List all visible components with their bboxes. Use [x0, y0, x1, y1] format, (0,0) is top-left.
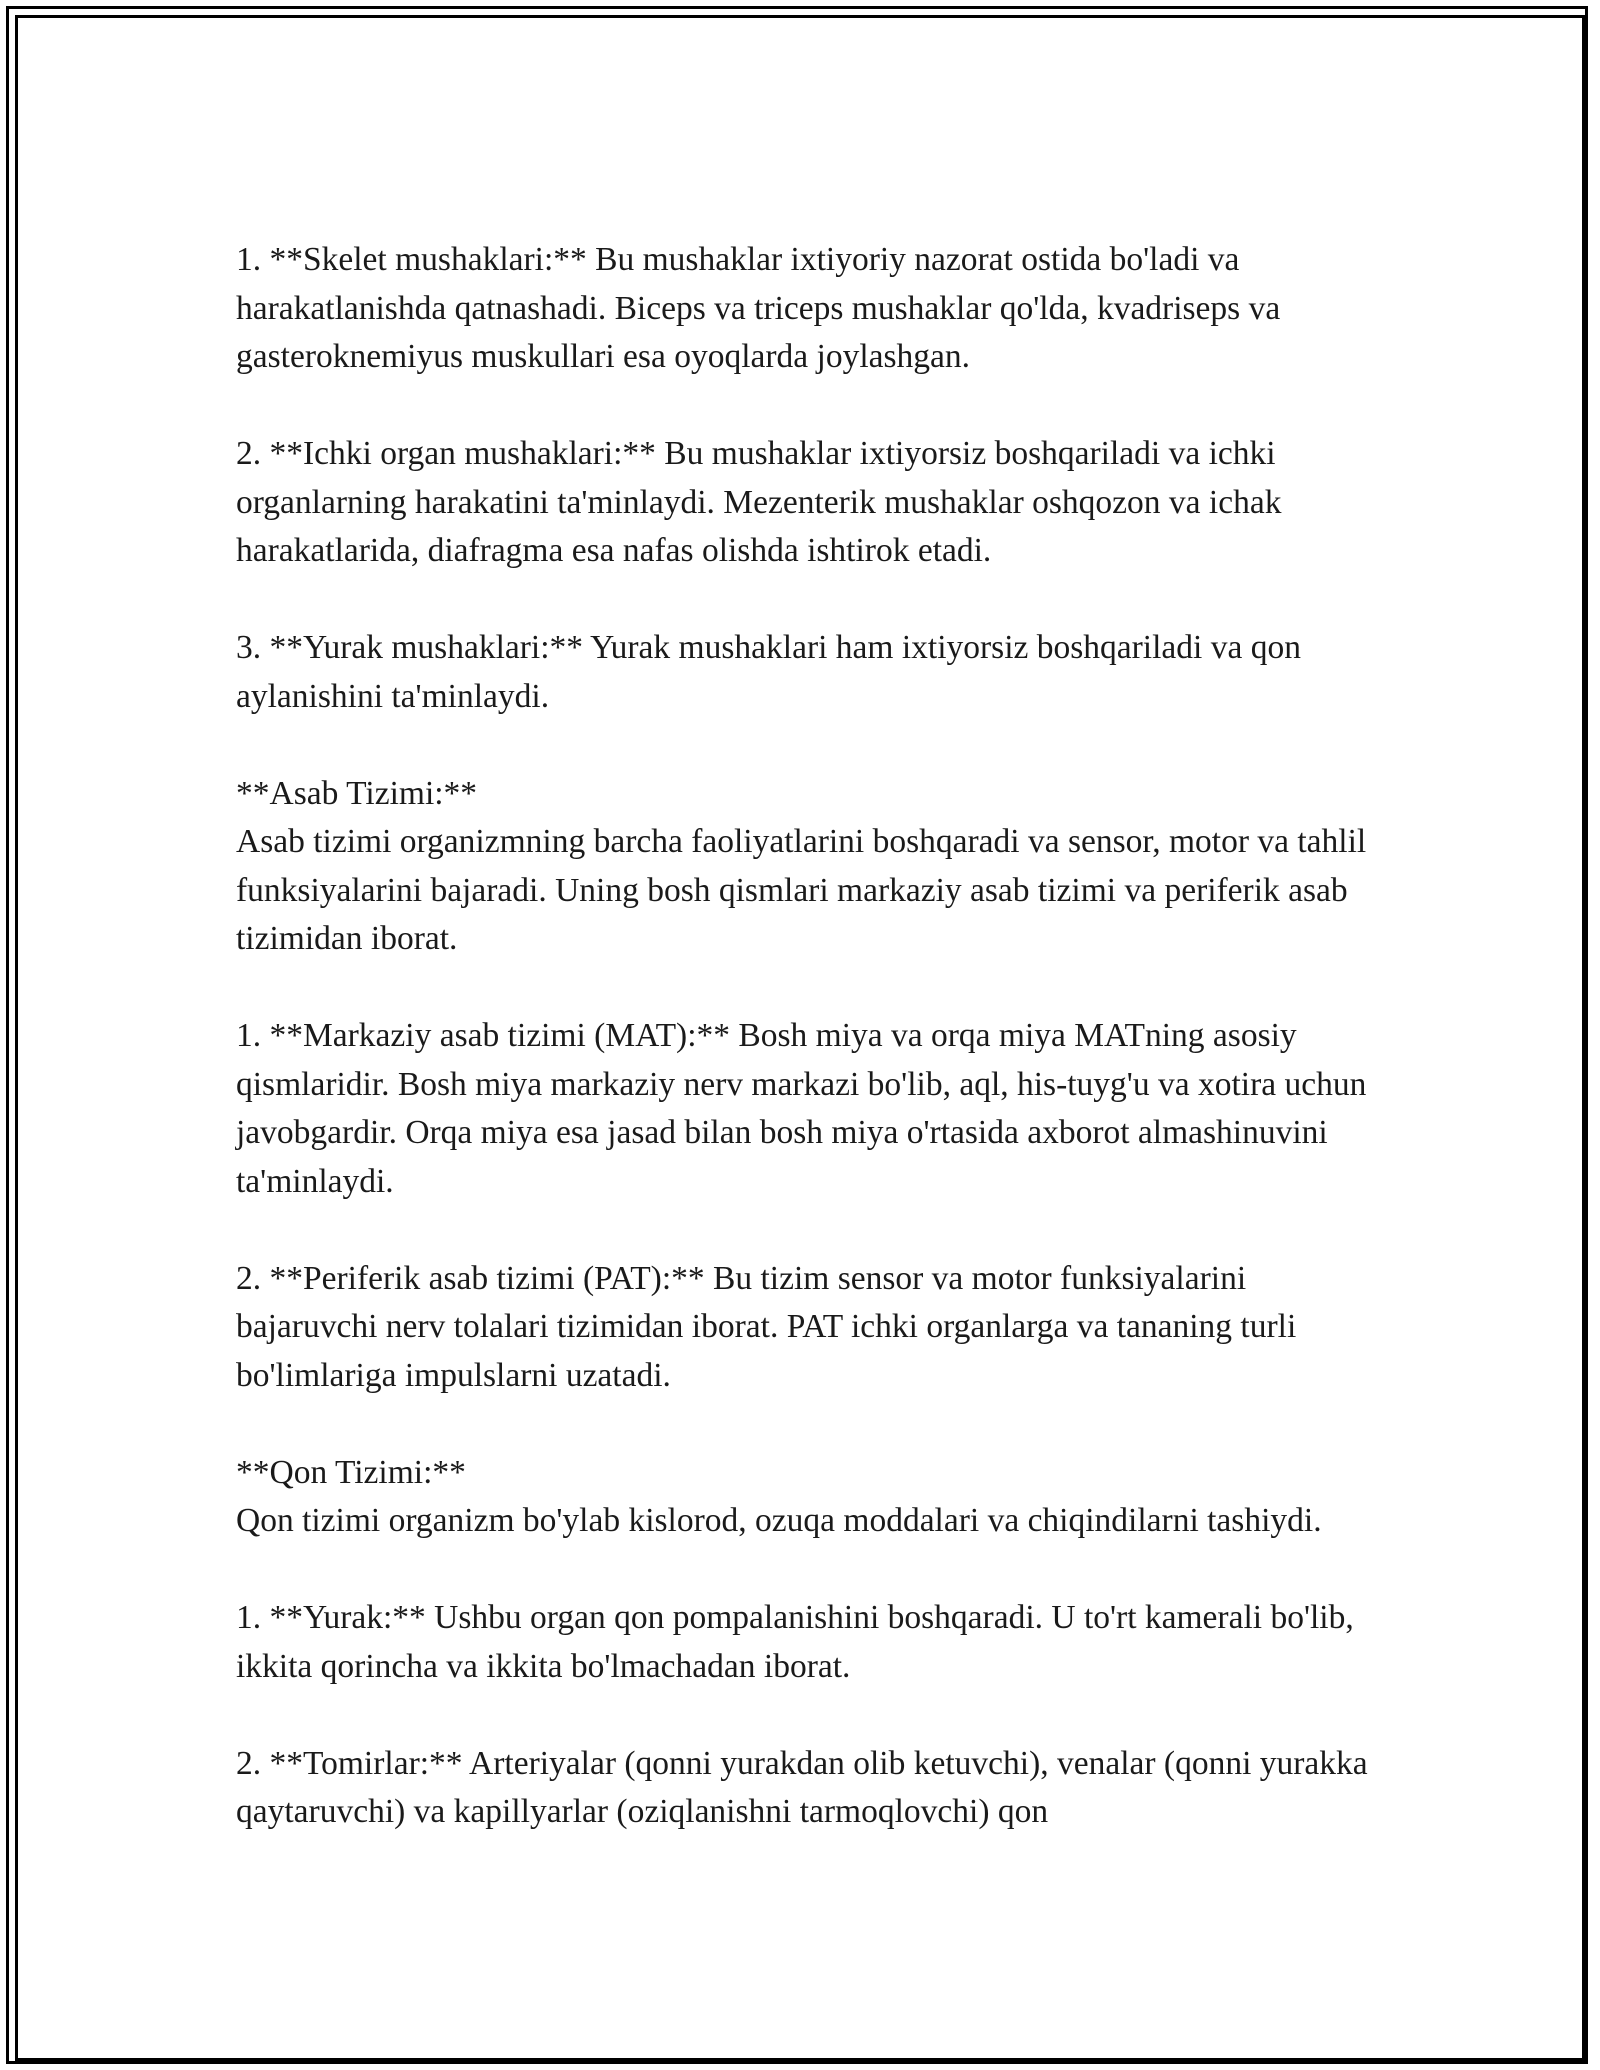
paragraph-vessels: 2. **Tomirlar:** Arteriyalar (qonni yurakdan olib ketuvchi), venalar (qonni yurakka qaytaruvchi) va kapillyarlar (oziqlanishni tarmoqlovchi) qon: [236, 1744, 1377, 1830]
paragraph-heart-muscles: 3. **Yurak mushaklari:** Yurak mushaklari ham ixtiyorsiz boshqariladi va qon aylanishini ta'minlaydi.: [236, 629, 1310, 715]
heading-blood-system: **Qon Tizimi:**: [236, 1453, 466, 1491]
paragraph-nervous-system-intro: Asab tizimi organizmning barcha faoliyatlarini boshqaradi va sensor, motor va tahlil funksiyalarini bajaradi. Uning bosh qismlari markaziy asab tizimi va periferik asab tizimidan iborat.: [236, 823, 1375, 957]
document-body: [236, 236, 1386, 1885]
paragraph-central-nervous-system: 1. **Markaziy asab tizimi (MAT):** Bosh miya va orqa miya MATning asosiy qismlaridir. Bosh miya markaziy nerv markazi bo'lib, aql, his-tuyg'u va xotira uchun javobgardir. Orqa miya esa jasad bilan bosh miya o'rtasida axborot almashinuvini ta'minlaydi.: [236, 1017, 1375, 1200]
paragraph-skeletal-muscles: 1. **Skelet mushaklari:** Bu mushaklar ixtiyoriy nazorat ostida bo'ladi va harakatlanishda qatnashadi. Biceps va triceps mushaklar qo'lda, kvadriseps va gasteroknemiyus muskullari esa oyoqlarda joylashgan.: [236, 241, 1289, 375]
paragraph-visceral-muscles: 2. **Ichki organ mushaklari:** Bu mushaklar ixtiyorsiz boshqariladi va ichki organlarning harakatini ta'minlaydi. Mezenterik mushaklar oshqozon va ichak harakatlarida, diafragma esa nafas olishda ishtirok etadi.: [236, 435, 1290, 569]
paragraph-peripheral-nervous-system: 2. **Periferik asab tizimi (PAT):** Bu tizim sensor va motor funksiyalarini bajaruvchi nerv tolalari tizimidan iborat. PAT ichki organlarga va tananing turli bo'limlariga impulslarni uzatadi.: [236, 1259, 1305, 1394]
paragraph-heart: 1. **Yurak:** Ushbu organ qon pompalanishini boshqaradi. U to'rt kamerali bo'lib, ikkita qorincha va ikkita bo'lmachadan iborat.: [236, 1599, 1363, 1685]
paragraph-blood-system-intro: Qon tizimi organizm bo'ylab kislorod, ozuqa moddalari va chiqindilarni tashiydi.: [236, 1502, 1322, 1539]
heading-nervous-system: **Asab Tizimi:**: [236, 774, 478, 812]
